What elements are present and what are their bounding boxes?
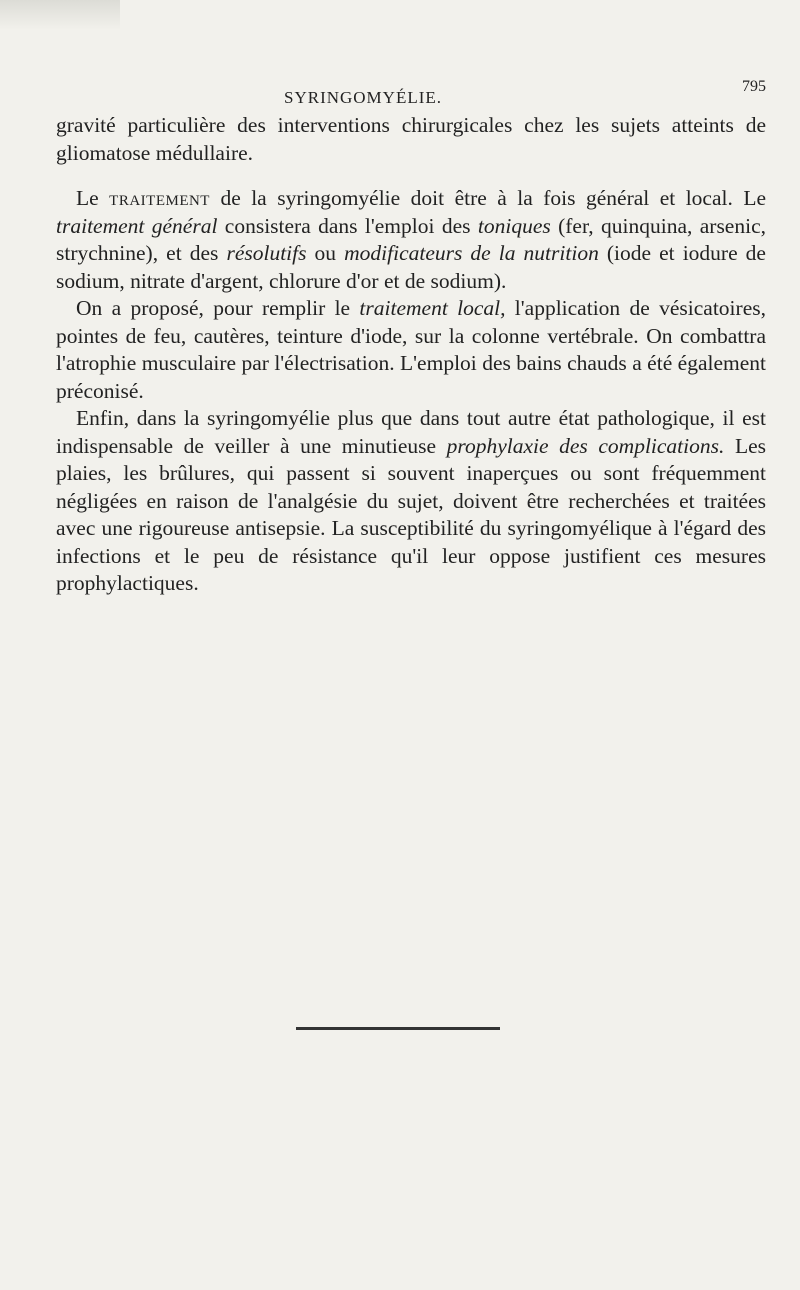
italic-term: traitement général bbox=[56, 213, 218, 238]
body-text bbox=[56, 112, 766, 598]
italic-term: traitement local, bbox=[359, 296, 506, 320]
text-run: (iode et iodure de sodium, nitrate d'argent, chlorure d'or et de sodium). bbox=[56, 241, 766, 293]
text-run: (fer, quinquina, arsenic, strychnine), et des bbox=[56, 213, 766, 265]
text-run: ou bbox=[306, 241, 345, 265]
text-run: Les plaies, les brûlures, qui passent si souvent inaperçues ou sont fréquemment négligées en raison de l'analgésie du sujet, doivent être recherchées et traitées avec une rigoureuse antisepsie. La susceptibilité du syringomyélique à l'égard des infections et le peu de résistance qu'il leur oppose justifient ces mesures prophylactiques. bbox=[56, 433, 766, 595]
paragraph-prophylaxis bbox=[56, 405, 766, 598]
page-number: 795 bbox=[742, 78, 766, 95]
scan-shadow bbox=[0, 0, 120, 30]
text-run: consistera dans l'emploi des bbox=[217, 213, 478, 238]
italic-term: prophylaxie des complications. bbox=[446, 433, 725, 458]
italic-term: modificateurs de la nutrition bbox=[344, 241, 599, 265]
text-run: de la syringomyélie doit être à la fois général et local. Le bbox=[209, 186, 766, 210]
paragraph-treatment bbox=[56, 185, 766, 295]
text-run: l'application de vésicatoires, pointes de feu, cautères, teinture d'iode, sur la colonne vertébrale. On combattra l'atrophie musculaire par l'électrisation. L'emploi des bains chauds a été également préconisé. bbox=[56, 296, 766, 403]
italic-term: résolutifs bbox=[226, 241, 307, 265]
text-run: Le bbox=[76, 186, 110, 210]
paragraph-local-treatment bbox=[56, 295, 766, 405]
text-run: Enfin, dans la syringomyélie plus que dans tout autre état pathologique, il est indispensable de veiller à une minutieuse bbox=[56, 406, 766, 458]
small-caps-term: traitement bbox=[109, 186, 210, 210]
paragraph-continuation: gravité particulière des interventions chirurgicales chez les sujets atteints de gliomatose médullaire. bbox=[56, 113, 766, 165]
running-title: SYRINGOMYÉLIE. bbox=[284, 88, 443, 107]
italic-term: toniques bbox=[477, 213, 551, 238]
text-run: On a proposé, pour remplir le bbox=[76, 296, 360, 320]
page-header bbox=[0, 78, 800, 112]
section-end-rule bbox=[296, 1027, 500, 1030]
